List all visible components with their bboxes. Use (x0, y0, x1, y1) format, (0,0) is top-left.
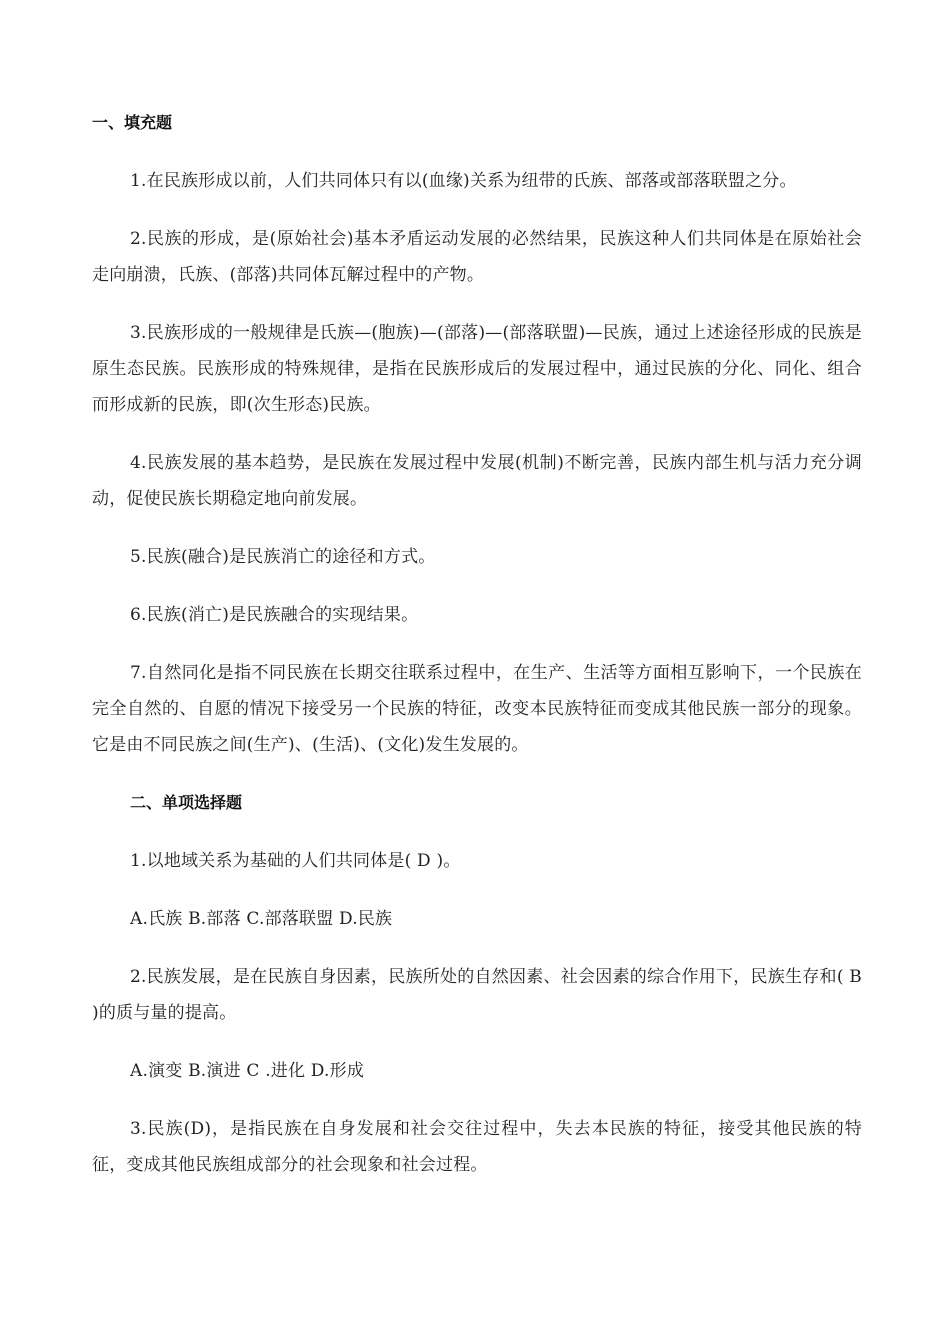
choice-question-1: 1.以地域关系为基础的人们共同体是( D )。 (130, 851, 461, 871)
fill-in-item-1: 1.在民族形成以前，人们共同体只有以(血缘)关系为纽带的氏族、部落或部落联盟之分。 (130, 171, 797, 191)
choice-question-2: 2.民族发展，是在民族自身因素，民族所处的自然因素、社会因素的综合作用下，民族生存和( B )的质与量的提高。 (92, 967, 862, 1023)
fill-in-item-6: 6.民族(消亡)是民族融合的实现结果。 (130, 605, 419, 625)
fill-in-item-7: 7.自然同化是指不同民族在长期交往联系过程中，在生产、生活等方面相互影响下，一个民族在完全自然的、自愿的情况下接受另一个民族的特征，改变本民族特征而变成其他民族一部分的现象。它是由不同民族之间(生产)、(生活)、(文化)发生发展的。 (92, 663, 862, 755)
choice-question-3: 3.民族(D)，是指民族在自身发展和社会交往过程中，失去本民族的特征，接受其他民族的特征，变成其他民族组成部分的社会现象和社会过程。 (92, 1119, 862, 1175)
fill-in-item-4: 4.民族发展的基本趋势，是民族在发展过程中发展(机制)不断完善，民族内部生机与活力充分调动，促使民族长期稳定地向前发展。 (92, 453, 862, 509)
section-single-choice-title: 二、单项选择题 (130, 793, 243, 812)
section-fill-in-title: 一、填充题 (92, 113, 173, 132)
fill-in-item-2: 2.民族的形成，是(原始社会)基本矛盾运动发展的必然结果，民族这种人们共同体是在原始社会走向崩溃，氏族、(部落)共同体瓦解过程中的产物。 (92, 229, 862, 285)
fill-in-item-3: 3.民族形成的一般规律是氏族—(胞族)—(部落)—(部落联盟)—民族，通过上述途径形成的民族是原生态民族。民族形成的特殊规律，是指在民族形成后的发展过程中，通过民族的分化、同化、组合而形成新的民族，即(次生形态)民族。 (92, 323, 862, 415)
choice-options-1: A.氏族 B.部落 C.部落联盟 D.民族 (130, 909, 393, 929)
choice-options-2: A.演变 B.演进 C .进化 D.形成 (130, 1061, 365, 1081)
fill-in-item-5: 5.民族(融合)是民族消亡的途径和方式。 (130, 547, 436, 567)
document-page (92, 105, 862, 1205)
